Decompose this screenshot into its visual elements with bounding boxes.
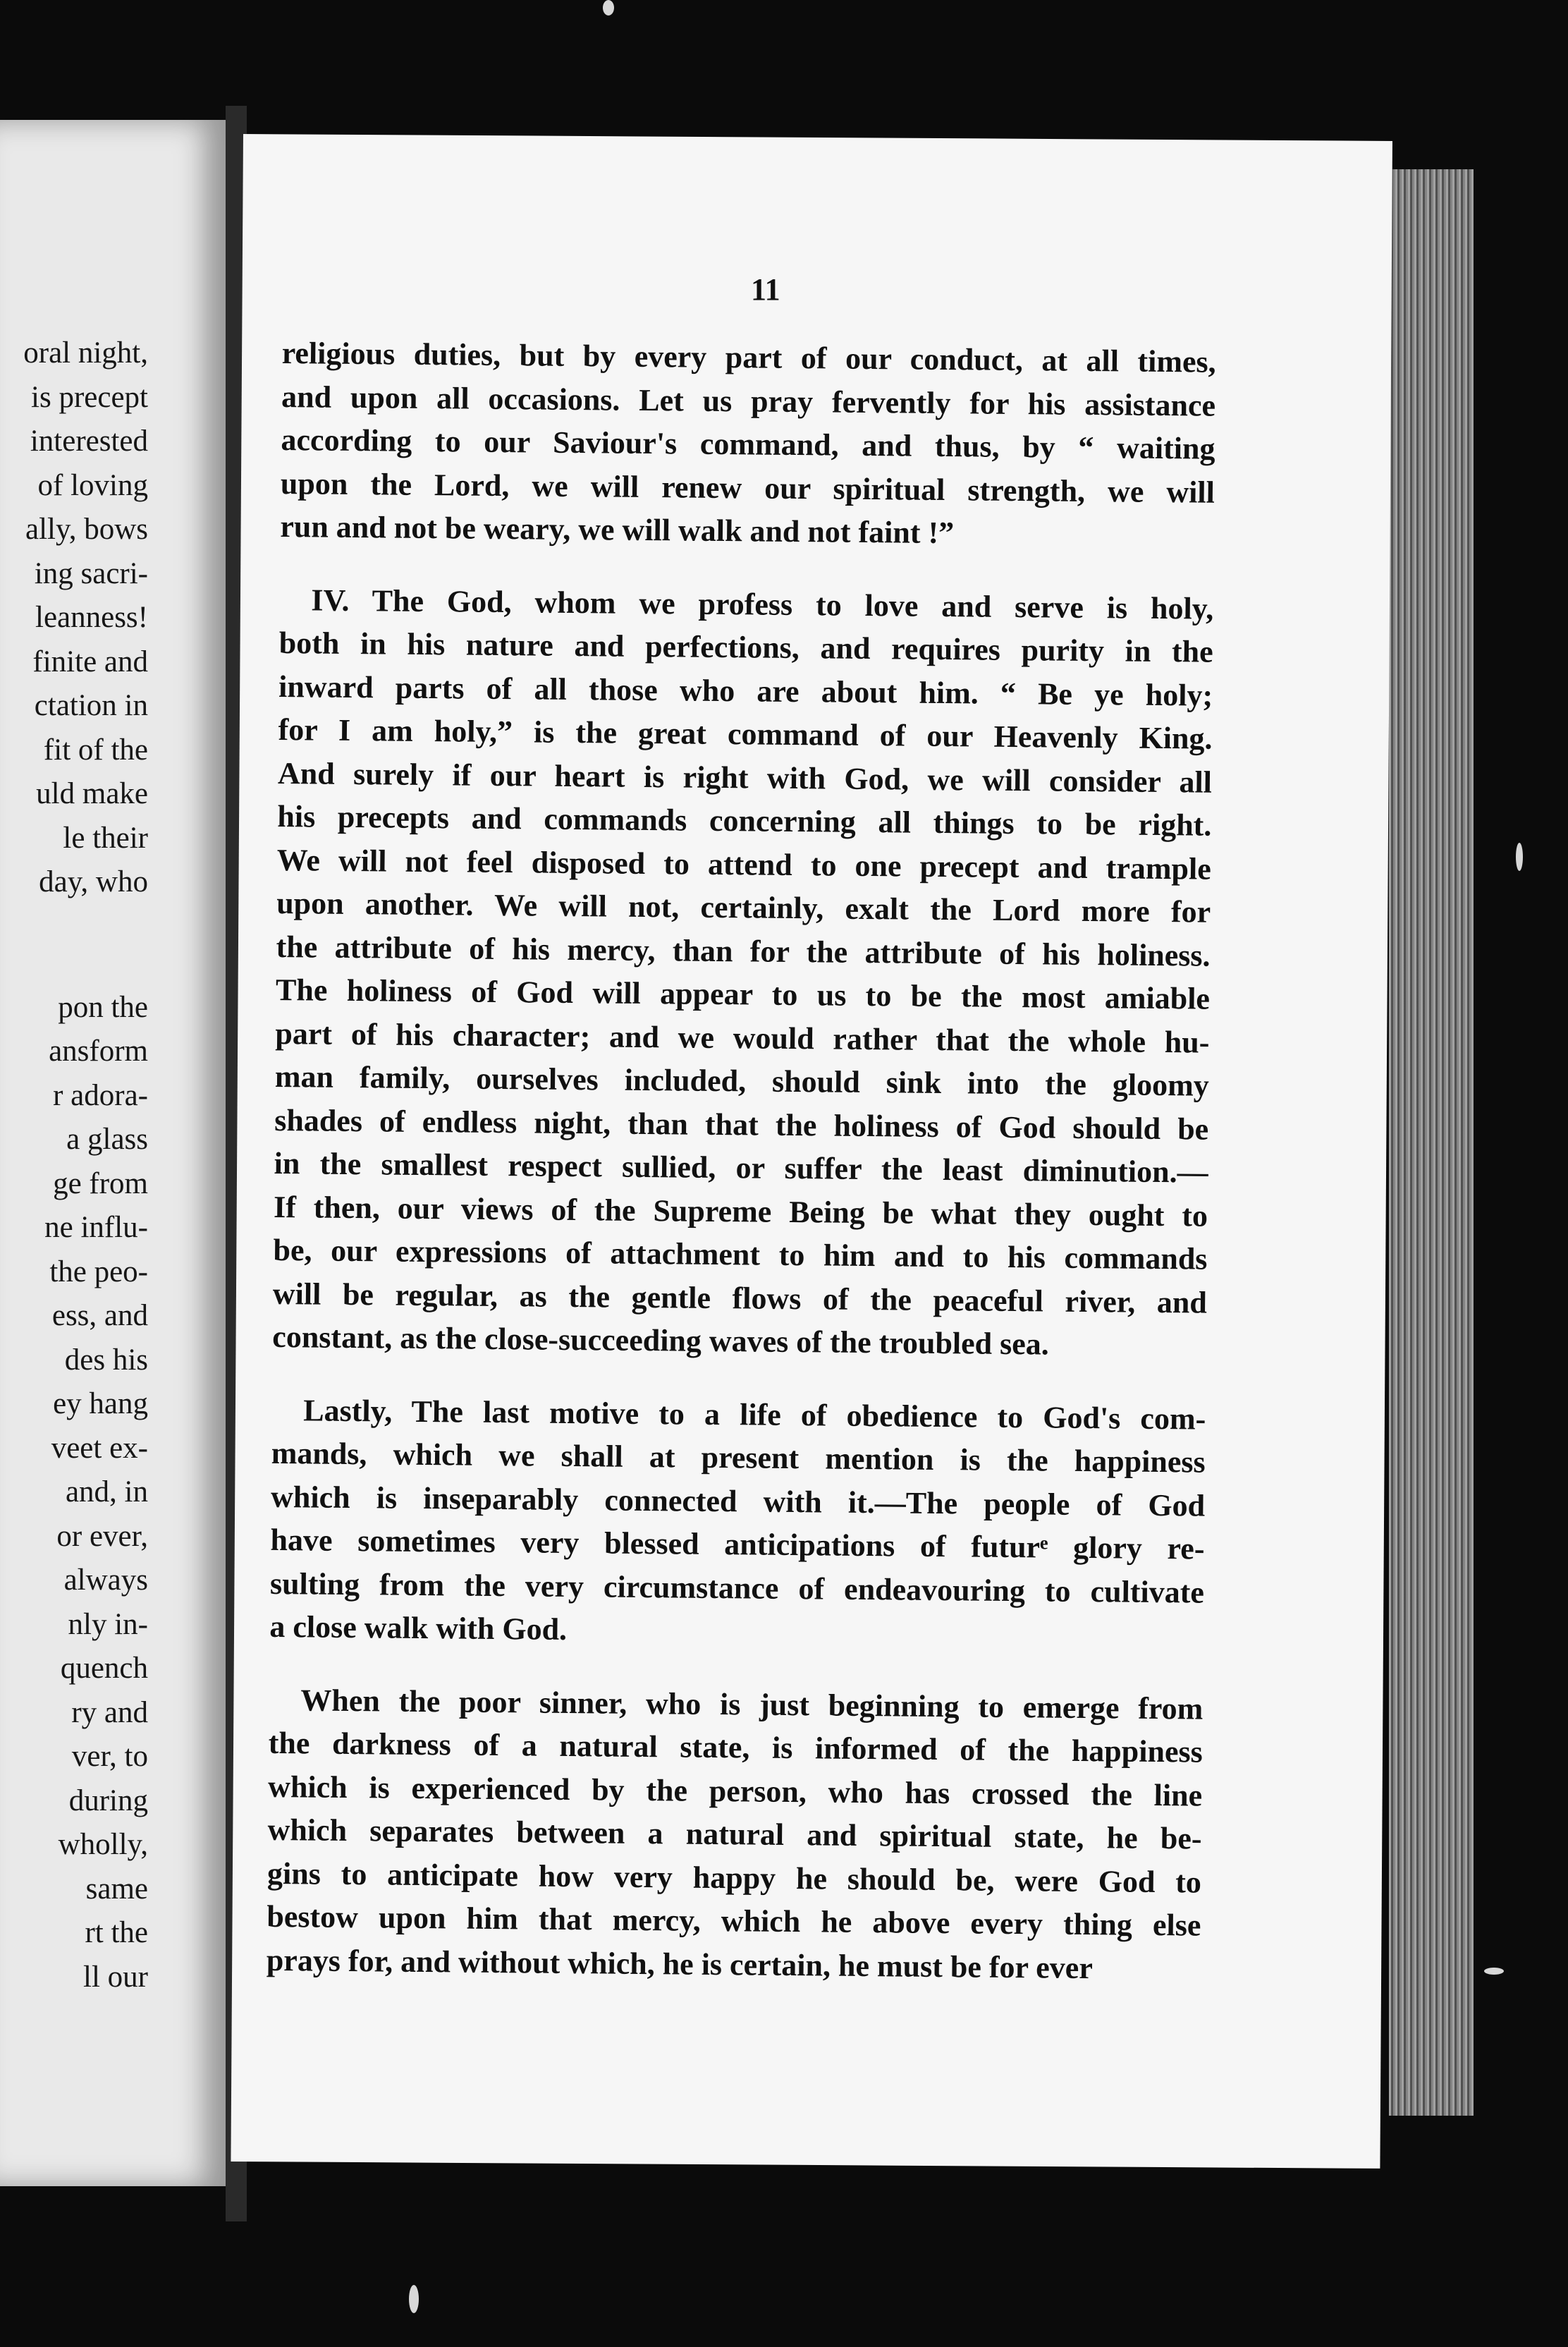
text-line: which is experienced by the person, who has crossed the line [267,1769,1203,1813]
left-page-line: rt the [85,1916,148,1949]
body-text [266,331,1216,2020]
left-page-line: always [63,1563,148,1597]
text-line: a close walk with God. [269,1609,568,1647]
left-page-line: a glass [66,1123,148,1156]
dust-speck [603,0,614,16]
left-page-line: pon the [58,990,148,1024]
text-line: for I am holy,” is the great command of our Heavenly King. [278,712,1213,756]
left-page-line: or ever, [56,1519,148,1553]
text-line: which is inseparably connected with it.—The people of God [270,1479,1206,1523]
page-edges [1389,169,1474,2116]
left-page-line: ally, bows [25,513,148,546]
left-page-line: ctation in [34,689,148,722]
text-line: have sometimes very blessed anticipations of futurᵉ glory re- [270,1522,1205,1566]
left-page-line: des his [64,1343,148,1377]
left-page-line: uld make [36,777,148,810]
left-page-line: of loving [37,468,148,502]
left-page-line: le their [63,821,148,855]
left-page-line: day, who [39,865,148,898]
text-line: run and not be weary, we will walk and not faint !” [280,508,955,551]
left-page-line: ne influ- [44,1211,148,1244]
dust-speck [1484,1968,1504,1975]
left-page [0,120,226,2186]
text-line: the attribute of his mercy, than for the attribute of his holiness. [276,929,1211,973]
text-line: and upon all occasions. Let us pray fervently for his assistance [281,379,1216,423]
dust-speck [1516,843,1523,871]
left-page-line: nly in- [68,1607,148,1641]
left-page-line: leanness! [35,601,148,634]
text-line: in the smallest respect sullied, or suffer the least diminution.— [274,1145,1208,1190]
text-line: according to our Saviour's command, and thus, by “ waiting [281,422,1215,466]
text-line: sulting from the very circumstance of endeavouring to cultivate [269,1566,1205,1610]
left-page-line: ess, and [51,1299,148,1332]
left-page-text [0,331,148,1999]
left-page-line: oral night, [23,336,148,370]
text-line: upon another. We will not, certainly, exalt the Lord more for [276,885,1211,929]
left-page-line: veet ex- [51,1431,148,1465]
left-page-line: interested [30,425,148,458]
text-line: man family, ourselves included, should sink into the gloomy [274,1059,1210,1103]
left-page-line: same [85,1872,148,1906]
left-page-line: finite and [32,645,148,678]
text-line: both in his nature and perfections, and requires purity in the [278,625,1213,669]
left-page-line: ry and [71,1695,148,1729]
text-line: be, our expressions of attachment to him and to his commands [273,1232,1208,1276]
left-page-line: ge from [53,1166,148,1200]
text-line: his precepts and commands concerning all things to be right. [277,798,1212,843]
text-line: And surely if our heart is right with God, we will consider all [277,755,1213,800]
left-page-gap [0,905,148,986]
text-line: mands, which we shall at present mention is the happiness [271,1435,1206,1480]
text-line: inward parts of all those who are about him. “ Be ye holy; [278,669,1213,713]
paragraph [280,331,1216,557]
left-page-line: quench [60,1652,148,1685]
left-page-line: r adora- [53,1078,148,1112]
text-line: prays for, and without which, he is certain, he must be for ever [266,1942,1094,1985]
page-number: 11 [751,272,780,307]
left-page-line: fit of the [43,733,148,767]
left-page-line: is precept [31,380,148,414]
text-line: upon the Lord, we will renew our spiritual strength, we will [280,465,1215,510]
dust-speck [409,2285,419,2313]
text-line: part of his character; and we would rather that the whole hu- [275,1016,1210,1060]
text-line: will be regular, as the gentle flows of the peaceful river, and [272,1276,1208,1320]
text-line: constant, as the close-succeeding waves of the troubled sea. [272,1319,1050,1362]
left-page-line: wholly, [58,1828,148,1861]
left-page-line: and, in [65,1475,148,1508]
left-page-line: ver, to [71,1740,148,1773]
text-line: If then, our views of the Supreme Being be what they ought to [273,1189,1208,1233]
left-page-line: the peo- [49,1255,148,1288]
paragraph [269,1388,1206,1657]
paragraph [272,578,1214,1367]
text-line: religious duties, but by every part of our conduct, at all times, [281,335,1216,379]
left-page-line: ing sacri- [34,556,148,590]
left-page-line: ansform [49,1035,148,1068]
text-line: shades of endless night, than that the holiness of God should be [274,1102,1209,1147]
text-line: Lastly, The last motive to a life of obedience to God's com- [303,1392,1206,1437]
paragraph [267,1678,1203,1990]
text-line: When the poor sinner, who is just beginning to emerge from [300,1682,1203,1726]
text-line: The holiness of God will appear to us to be the most amiable [275,972,1211,1016]
text-line: IV. The God, whom we profess to love and serve is holy, [311,582,1214,626]
text-line: bestow upon him that mercy, which he above every thing else [267,1898,1201,1943]
text-line: which separates between a natural and spiritual state, he be- [267,1812,1202,1856]
left-page-line: ll our [83,1960,148,1994]
text-line: We will not feel disposed to attend to one precept and trample [276,842,1211,886]
left-page-line: ey hang [53,1387,148,1420]
left-page-line: during [68,1784,148,1817]
text-line: the darkness of a natural state, is informed of the happiness [268,1725,1203,1769]
text-line: gins to anticipate how very happy he should be, were God to [267,1855,1202,1900]
